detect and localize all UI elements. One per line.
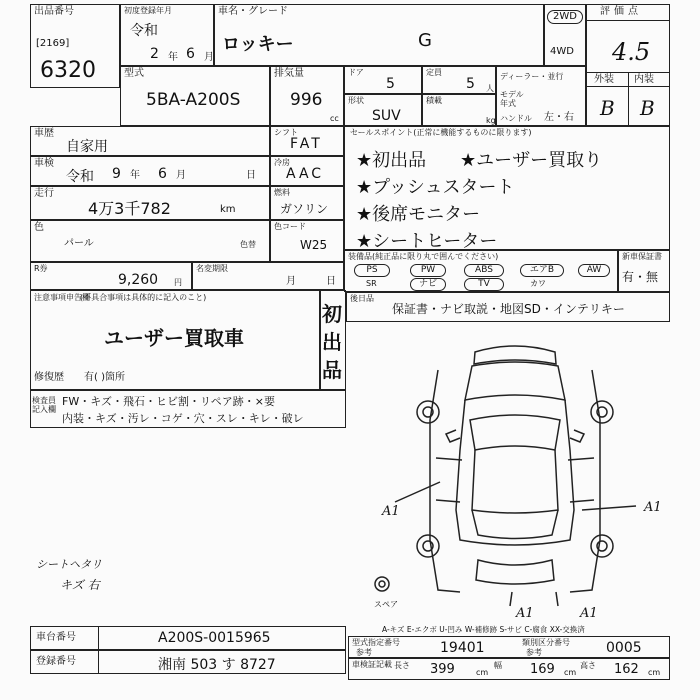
mark-a1-bottom2: A1	[580, 606, 598, 621]
mileage-unit: km	[220, 204, 236, 215]
spec-class-value: 0005	[606, 640, 642, 656]
handle-value: 左・右	[544, 112, 574, 123]
equip-abs: ABS	[464, 264, 504, 277]
color-change-label: 色替	[240, 240, 256, 249]
score-int: B	[640, 96, 655, 120]
score-split	[628, 72, 629, 126]
inspection-era: 令和	[66, 169, 94, 185]
drive-2wd: 2WD	[547, 10, 583, 24]
notes-main: ユーザー買取車	[104, 326, 244, 350]
capacity-label: 定員	[426, 68, 442, 77]
dealer-label: ディーラー・並行	[500, 72, 564, 81]
score-int-label: 内装	[634, 74, 654, 85]
doors-label: ドア	[348, 68, 364, 77]
spec-class-label: 類別区分番号	[522, 638, 570, 647]
first-listing-1: 初	[322, 302, 342, 326]
lot-code: [2169]	[36, 38, 70, 49]
name-change-day: 日	[326, 276, 336, 287]
spec-code-label: 型式指定番号	[352, 638, 400, 647]
doors-value: 5	[386, 76, 395, 92]
model-value: 5BA-A200S	[146, 90, 241, 110]
shape-value: SUV	[372, 108, 401, 124]
equipment-label: 装備品(純正品に限り丸で囲んでください)	[348, 252, 499, 261]
shift-value: FAT	[290, 136, 323, 152]
color-label: 色	[34, 222, 44, 233]
color-value: パール	[64, 238, 94, 249]
spare-label: スペア	[374, 600, 398, 609]
score-value: 4.5	[612, 38, 651, 66]
lot-label: 出品番号	[34, 6, 74, 17]
recycle-value: 9,260	[118, 272, 159, 288]
car-name-label: 車名・グレード	[218, 6, 288, 17]
attachments-label: 後日品	[350, 294, 374, 303]
registration-month: 6	[186, 46, 195, 62]
score-divider-3	[586, 86, 670, 87]
attachments-value: 保証書・ナビ取説・地図SD・インテリキー	[392, 302, 625, 316]
registration-era: 令和	[130, 23, 158, 39]
score-label: 評価点	[600, 6, 642, 17]
handle-label: ハンドル	[500, 114, 532, 123]
notes-label: 注意事項申告欄	[34, 293, 90, 302]
inspection-year: 9	[112, 166, 121, 182]
inspector-label: 検査員記入欄	[32, 396, 56, 414]
mark-a1-left: A1	[382, 504, 400, 519]
recycle-label: R券	[34, 264, 48, 273]
spec-ref-2: 参考	[526, 648, 542, 657]
registration-label: 初度登録年月	[124, 6, 172, 15]
repair-label: 修復歴	[34, 372, 64, 383]
inspection-month-unit: 月	[176, 170, 186, 181]
handwritten-left2: キズ 右	[60, 578, 100, 592]
spec-code-value: 19401	[440, 640, 485, 656]
sales-points-label: セールスポイント(正常に機能するものに限ります)	[350, 128, 532, 137]
handwritten-left: シートヘタリ	[36, 558, 102, 571]
lot-number: 6320	[40, 58, 96, 83]
equip-pw: PW	[410, 264, 446, 277]
warranty-label: 新車保証書	[622, 252, 662, 261]
usage-label: 車歴	[34, 128, 54, 139]
inspection-label: 車検	[34, 158, 54, 169]
car-grade: G	[418, 30, 432, 51]
first-listing-2: 出	[322, 330, 342, 354]
inspection-month: 6	[158, 166, 167, 182]
sales-point-4: ★後席モニター	[356, 204, 481, 225]
drive-4wd: 4WD	[550, 46, 574, 57]
equip-sr: SR	[366, 279, 377, 288]
displacement-value: 996	[290, 90, 323, 110]
displacement-label: 排気量	[274, 68, 304, 79]
score-ext-label: 外装	[594, 74, 614, 85]
capacity-unit: 人	[486, 84, 494, 93]
width-label: 幅	[494, 661, 502, 670]
shift-label: シフト	[274, 128, 298, 137]
capacity-value: 5	[466, 76, 475, 92]
mileage-value: 4万3千782	[88, 199, 171, 218]
chassis-value: A200S-0015965	[158, 630, 271, 646]
mark-a1-right: A1	[644, 500, 662, 515]
score-divider	[586, 20, 670, 21]
name-change-month: 月	[286, 276, 296, 287]
load-label: 積載	[426, 96, 442, 105]
length-unit: cm	[476, 668, 489, 677]
mark-a1-bottom1: A1	[516, 606, 534, 621]
aircon-label: 冷房	[274, 158, 290, 167]
displacement-unit: cc	[330, 114, 339, 123]
sales-point-5: ★シートヒーター	[356, 231, 498, 252]
color-code-label: 色コード	[274, 222, 306, 231]
load-unit: kg	[486, 116, 496, 125]
equip-airbag: エアB	[520, 264, 564, 277]
mileage-label: 走行	[34, 188, 54, 199]
damage-legend: A-キズ E-エクボ U-凹み W-補修跡 S-サビ C-腐食 XX-交換済	[382, 625, 585, 634]
equip-tv: TV	[464, 278, 504, 291]
dealer-model-year: モデル年式	[500, 90, 524, 108]
equip-navi: ナビ	[410, 278, 446, 291]
recycle-box	[30, 262, 192, 290]
repair-value: 有( )箇所	[84, 372, 125, 383]
plate-label: 登録番号	[36, 656, 76, 667]
warranty-value: 有・無	[622, 270, 659, 284]
sales-point-3: ★プッシュスタート	[356, 177, 515, 198]
height-label: 高さ	[580, 661, 596, 670]
registration-year: 2	[150, 46, 159, 62]
first-listing-3: 品	[322, 358, 342, 382]
aircon-value: AAC	[286, 166, 325, 182]
score-ext: B	[600, 96, 615, 120]
height-unit: cm	[648, 668, 661, 677]
registration-year-unit: 年	[168, 52, 178, 63]
sales-point-2: ★ユーザー買取り	[460, 150, 603, 171]
name-change-label: 名変期限	[196, 264, 228, 273]
registration-month-unit: 月	[204, 52, 214, 63]
dimensions-label: 車検証記載	[352, 660, 392, 669]
equip-aw: AW	[578, 264, 610, 277]
inspection-day: 日	[246, 170, 256, 181]
inspection-year-unit: 年	[130, 170, 140, 181]
width-value: 169	[530, 662, 555, 677]
car-diagram	[360, 330, 670, 620]
car-name: ロッキー	[222, 34, 294, 55]
inspector-row1: FW・キズ・飛石・ヒビ割・リペア跡・×要	[62, 395, 275, 408]
equip-leather: カワ	[530, 279, 546, 288]
usage-value: 自家用	[66, 139, 108, 155]
plate-value: 湘南 503 す 8727	[158, 657, 276, 673]
width-unit: cm	[564, 668, 577, 677]
length-label: 長さ	[394, 661, 410, 670]
spec-ref: 参考	[356, 648, 372, 657]
inspector-row2: 内装・キズ・汚レ・コゲ・穴・スレ・キレ・破レ	[62, 412, 304, 425]
model-label: 型式	[124, 68, 144, 79]
equip-ps: PS	[354, 264, 390, 277]
fuel-value: ガソリン	[280, 202, 329, 216]
length-value: 399	[430, 662, 455, 677]
shape-label: 形状	[348, 96, 364, 105]
height-value: 162	[614, 662, 639, 677]
recycle-unit: 円	[174, 278, 182, 287]
color-code: W25	[300, 238, 328, 252]
sales-point-1: ★初出品	[356, 150, 427, 171]
fuel-label: 燃料	[274, 188, 290, 197]
chassis-label: 車台番号	[36, 632, 76, 643]
notes-sub: (不具合事項は具体的に記入のこと)	[80, 293, 207, 302]
